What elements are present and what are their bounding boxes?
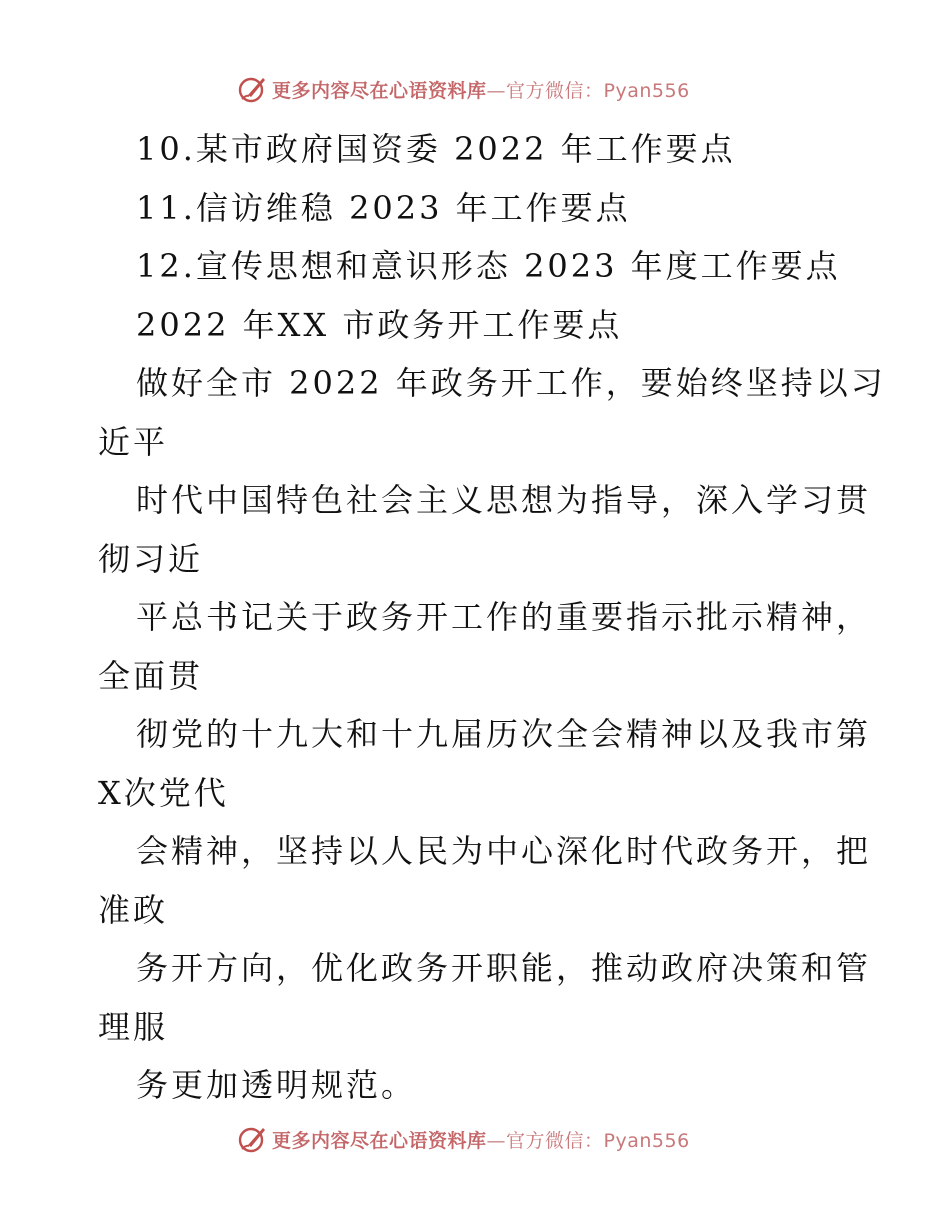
footer-banner [236, 1122, 716, 1156]
header-banner-main: 更多内容尽在心语资料库 [272, 79, 487, 102]
quill-pen-logo-icon [236, 1123, 268, 1155]
header-banner-separator: — [486, 79, 507, 102]
quill-pen-logo-icon [236, 73, 268, 105]
list-item-11: 11.信访维稳 2023 年工作要点 [136, 188, 631, 227]
header-banner [236, 72, 716, 106]
paragraph-line: X次党代 [98, 773, 229, 812]
paragraph-line: 理服 [98, 1007, 169, 1046]
paragraph-line: 准政 [98, 890, 169, 929]
footer-banner-separator: — [486, 1129, 507, 1152]
footer-banner-wechat: 官方微信：Pyan556 [506, 1129, 690, 1152]
paragraph-line: 近平 [98, 422, 169, 461]
document-title: 2022 年XX 市政务开工作要点 [136, 305, 623, 344]
paragraph-line: 务开方向，优化政务开职能，推动政府决策和管 [136, 949, 872, 987]
header-banner-text [272, 76, 690, 103]
paragraph-line: 彻习近 [98, 539, 204, 578]
paragraph-line: 全面贯 [98, 656, 204, 695]
paragraph-line: 彻党的十九大和十九届历次全会精神以及我市第 [136, 715, 872, 753]
paragraph-line: 做好全市 2022 年政务开工作，要始终坚持以习 [136, 364, 886, 402]
header-banner-wechat: 官方微信：Pyan556 [506, 79, 690, 102]
document-body [98, 120, 886, 1115]
paragraph-line: 平总书记关于政务开工作的重要指示批示精神， [136, 598, 872, 636]
footer-banner-main: 更多内容尽在心语资料库 [272, 1129, 487, 1152]
paragraph-line: 务更加透明规范。 [136, 1066, 417, 1104]
paragraph-line: 会精神，坚持以人民为中心深化时代政务开，把 [136, 832, 872, 870]
paragraph-line: 时代中国特色社会主义思想为指导，深入学习贯 [136, 481, 872, 519]
list-item-12: 12.宣传思想和意识形态 2023 年度工作要点 [136, 247, 841, 285]
list-item-10: 10.某市政府国资委 2022 年工作要点 [136, 130, 736, 168]
footer-banner-text [272, 1126, 690, 1153]
